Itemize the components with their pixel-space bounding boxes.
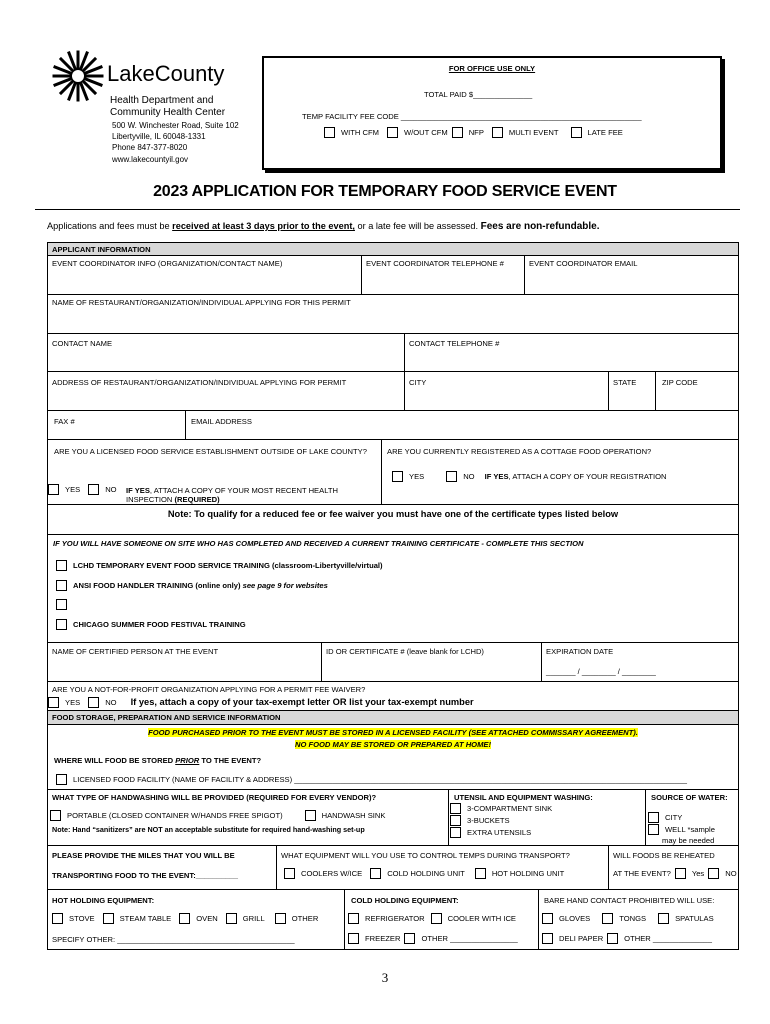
three-compartment-checkbox[interactable]	[450, 803, 461, 814]
refrigerator-label: REFRIGERATOR	[365, 914, 425, 923]
with-cfm-checkbox[interactable]	[324, 127, 335, 138]
bare-hand-question: BARE HAND CONTACT PROHIBITED WILL USE:	[544, 896, 715, 905]
spatulas-checkbox[interactable]	[658, 913, 669, 924]
cottage-if-b: , ATTACH A COPY OF YOUR REGISTRATION	[508, 472, 667, 481]
office-checks	[324, 127, 623, 138]
water-city-checkbox[interactable]	[648, 812, 659, 823]
licensed-facility-checkbox[interactable]	[56, 774, 67, 785]
utensil-opt3	[450, 827, 531, 838]
transport-row	[47, 845, 739, 890]
without-cfm-checkbox[interactable]	[387, 127, 398, 138]
contact-phone-label: CONTACT TELEPHONE #	[409, 339, 500, 348]
gloves-checkbox[interactable]	[542, 913, 553, 924]
cold-holding-checkbox[interactable]	[370, 868, 381, 879]
zip-label: ZIP CODE	[662, 378, 698, 387]
utensil-question: UTENSIL AND EQUIPMENT WASHING:	[454, 793, 593, 802]
chicago-training-checkbox[interactable]	[56, 619, 67, 630]
training-opt1	[56, 560, 383, 571]
page-number: 3	[381, 970, 389, 985]
licensed-yes-label: YES	[65, 485, 81, 494]
other-training-checkbox[interactable]	[56, 599, 67, 610]
nfp-no-label: NO	[105, 698, 117, 707]
fee-code: TEMP FACILITY FEE CODE _________________________________________________________	[302, 112, 642, 121]
other-hot-checkbox[interactable]	[275, 913, 286, 924]
lake-county-star-icon	[52, 50, 104, 102]
freezer-checkbox[interactable]	[348, 933, 359, 944]
reheat-yes-checkbox[interactable]	[675, 868, 686, 879]
expiration-date-line: _______ / ________ / ________	[546, 667, 656, 676]
specify-other: SPECIFY OTHER: __________________________________________	[52, 935, 295, 944]
applicant-section-title: APPLICANT INFORMATION	[52, 245, 151, 254]
page-title: 2023 APPLICATION FOR TEMPORARY FOOD SERVICE EVENT	[153, 183, 617, 200]
deli-paper-label: DELI PAPER	[559, 934, 604, 943]
coord-email-label: EVENT COORDINATOR EMAIL	[529, 259, 638, 268]
steam-table-checkbox[interactable]	[103, 913, 114, 924]
fax-label: FAX #	[54, 417, 75, 426]
nfp-instruction: If yes, attach a copy of your tax-exempt letter OR list your tax-exempt number	[130, 697, 474, 707]
nfp-question: ARE YOU A NOT-FOR-PROFIT ORGANIZATION APPLYING FOR A PERMIT FEE WAIVER?	[52, 685, 366, 694]
licensed-yes-checkbox[interactable]	[48, 484, 59, 495]
coolers-checkbox[interactable]	[284, 868, 295, 879]
note-row	[47, 504, 739, 535]
nfp-checkbox[interactable]	[452, 127, 463, 138]
water-city	[648, 812, 682, 823]
intro-b: received at least 3 days prior to the event,	[172, 221, 355, 231]
licensed-if-b: , ATTACH A COPY OF YOUR MOST RECENT HEALTH INSPECTION	[126, 486, 338, 504]
state-label: STATE	[613, 378, 637, 387]
reheat-options	[613, 868, 737, 879]
utensil-opt1	[450, 803, 552, 814]
oven-checkbox[interactable]	[179, 913, 190, 924]
multi-event-checkbox[interactable]	[492, 127, 503, 138]
website: www.lakecountyil.gov	[112, 155, 189, 164]
grill-checkbox[interactable]	[226, 913, 237, 924]
city-label: CITY	[409, 378, 427, 387]
portable-label: PORTABLE (CLOSED CONTAINER W/HANDS FREE SPIGOT)	[67, 811, 283, 820]
cottage-instruction	[485, 471, 667, 482]
training-opt3	[56, 599, 69, 610]
training-section	[47, 534, 739, 643]
cottage-if-a: IF YES	[484, 472, 509, 481]
sanitizer-note: Note: Hand “sanitizers” are NOT an acceptable substitute for required hand-washing set-up	[52, 825, 365, 834]
equipment-question: WHAT EQUIPMENT WILL YOU USE TO CONTROL TEMPS DURING TRANSPORT?	[281, 851, 570, 860]
intro-a: Applications and fees must be	[47, 221, 173, 231]
contact-name-label: CONTACT NAME	[52, 339, 113, 348]
licensed-question: ARE YOU A LICENSED FOOD SERVICE ESTABLISHMENT OUTSIDE OF LAKE COUNTY?	[54, 447, 367, 456]
water-well-label: WELL *sample	[665, 825, 715, 834]
hot-holding-question: HOT HOLDING EQUIPMENT:	[52, 896, 155, 905]
handwash-question: WHAT TYPE OF HANDWASHING WILL BE PROVIDED (REQUIRED FOR EVERY VENDOR)?	[52, 793, 377, 802]
multi-event-label: MULTI EVENT	[508, 128, 559, 137]
grill-label: GRILL	[242, 914, 265, 923]
cottage-yes-checkbox[interactable]	[392, 471, 403, 482]
holding-row	[47, 889, 739, 950]
water-city-label: CITY	[665, 813, 683, 822]
portable-checkbox[interactable]	[50, 810, 61, 821]
bare-hand-options2	[542, 933, 712, 944]
other-cold-checkbox[interactable]	[404, 933, 415, 944]
expiration-label: EXPIRATION DATE	[546, 647, 614, 656]
three-compartment-label: 3-COMPARTMENT SINK	[467, 804, 553, 813]
handwash-sink-label: HANDWASH SINK	[321, 811, 386, 820]
utensil-opt2	[450, 815, 510, 826]
three-buckets-label: 3-BUCKETS	[467, 816, 510, 825]
water-question: SOURCE OF WATER:	[651, 793, 728, 802]
other-cold-label: OTHER ________________	[421, 934, 518, 943]
miles-line1: PLEASE PROVIDE THE MILES THAT YOU WILL BE	[52, 851, 235, 860]
with-cfm-label: WITH CFM	[341, 128, 379, 137]
extra-utensils-checkbox[interactable]	[450, 827, 461, 838]
extra-utensils-label: EXTRA UTENSILS	[467, 828, 532, 837]
ansi-training-note: see page 9 for websites	[242, 581, 328, 590]
water-well-checkbox[interactable]	[648, 824, 659, 835]
three-buckets-checkbox[interactable]	[450, 815, 461, 826]
cold-holding-label: COLD HOLDING UNIT	[387, 869, 465, 878]
handwash-sink-checkbox[interactable]	[305, 810, 316, 821]
name-label: NAME OF RESTAURANT/ORGANIZATION/INDIVIDUAL APPLYING FOR THIS PERMIT	[52, 298, 351, 307]
cottage-no-checkbox[interactable]	[446, 471, 457, 482]
coord-phone-label: EVENT COORDINATOR TELEPHONE #	[366, 259, 504, 268]
licensed-answer	[48, 484, 117, 495]
dept-line1: Health Department and	[110, 95, 214, 106]
nfp-label: NFP	[468, 128, 484, 137]
fax-row	[47, 410, 739, 440]
total-paid: TOTAL PAID $______________	[424, 90, 533, 99]
late-fee-checkbox[interactable]	[571, 127, 582, 138]
office-use-box	[262, 56, 722, 170]
cooler-ice-label: COOLER WITH ICE	[447, 914, 516, 923]
storage-warning-line1: FOOD PURCHASED PRIOR TO THE EVENT MUST BE STORED IN A LICENSED FACILITY (SEE ATTACHED COMMISSARY AGREEMENT).	[148, 728, 638, 737]
nfp-no-checkbox[interactable]	[88, 697, 99, 708]
title-rule	[35, 209, 740, 210]
intro-c: or a late fee will be assessed.	[354, 221, 481, 231]
hot-holding-label: HOT HOLDING UNIT	[491, 869, 565, 878]
address-row	[47, 371, 739, 411]
where-stored-a: WHERE WILL FOOD BE STORED	[54, 756, 176, 765]
note-text: Note: To qualify for a reduced fee or fee waiver you must have one of the certificate types listed below	[167, 509, 619, 519]
phone: Phone 847-377-8020	[112, 143, 188, 152]
cold-holding-question: COLD HOLDING EQUIPMENT:	[351, 896, 459, 905]
cottage-question: ARE YOU CURRENTLY REGISTERED AS A COTTAGE FOOD OPERATION?	[387, 447, 652, 456]
handwash-options	[50, 810, 385, 821]
cold-holding-options	[348, 913, 516, 924]
where-stored-b: PRIOR	[175, 756, 200, 765]
licensed-row	[47, 439, 739, 505]
dept-line2: Community Health Center	[110, 107, 226, 118]
refrigerator-checkbox[interactable]	[348, 913, 359, 924]
reheat-no-checkbox[interactable]	[708, 868, 719, 879]
bare-hand-options	[542, 913, 714, 924]
tongs-label: TONGS	[619, 914, 647, 923]
address-line1: 500 W. Winchester Road, Suite 102	[112, 121, 239, 130]
miles-line2: TRANSPORTING FOOD TO THE EVENT:__________	[52, 871, 238, 880]
licensed-if-a: IF YES	[126, 486, 150, 495]
freezer-label: FREEZER	[365, 934, 401, 943]
storage-warning	[48, 727, 738, 751]
handwash-row	[47, 789, 739, 846]
deli-paper-checkbox[interactable]	[542, 933, 553, 944]
cottage-no-label: NO	[463, 472, 475, 481]
water-well-note: may be needed	[662, 836, 715, 845]
certified-person-label: NAME OF CERTIFIED PERSON AT THE EVENT	[52, 647, 219, 656]
equipment-options	[284, 868, 564, 879]
storage-warning-line2: NO FOOD MAY BE STORED OR PREPARED AT HOME!	[294, 740, 492, 749]
licensed-if-c: (REQUIRED)	[174, 495, 220, 504]
other-bare-label: OTHER ______________	[624, 934, 712, 943]
lchd-training-checkbox[interactable]	[56, 560, 67, 571]
nfp-answer	[48, 697, 474, 708]
office-title: FOR OFFICE USE ONLY	[448, 64, 536, 73]
licensed-no-label: NO	[105, 485, 117, 494]
coord-info-label: EVENT COORDINATOR INFO (ORGANIZATION/CONTACT NAME)	[52, 259, 283, 268]
cold-holding-options2	[348, 933, 518, 944]
licensed-facility-label: LICENSED FOOD FACILITY (NAME OF FACILITY & ADDRESS) _____________________________________________________________________________________________	[73, 775, 688, 784]
nfp-row	[47, 681, 739, 711]
without-cfm-label: W/OUT CFM	[403, 128, 448, 137]
address-label: ADDRESS OF RESTAURANT/ORGANIZATION/INDIVIDUAL APPLYING FOR PERMIT	[52, 378, 347, 387]
licensed-instruction	[126, 486, 366, 504]
certificate-id-label: ID OR CERTIFICATE # (leave blank for LCHD)	[326, 647, 484, 656]
address-line2: Libertyville, IL 60048-1331	[112, 132, 206, 141]
training-heading: IF YOU WILL HAVE SOMEONE ON SITE WHO HAS COMPLETED AND RECEIVED A CURRENT TRAINING CERTIFICATE - COMPLETE THIS SECTION	[53, 539, 584, 548]
cottage-answer	[392, 471, 666, 482]
training-opt2	[56, 580, 328, 591]
email-label: EMAIL ADDRESS	[191, 417, 252, 426]
chicago-training-label: CHICAGO SUMMER FOOD FESTIVAL TRAINING	[73, 620, 246, 629]
reheat-line1: WILL FOODS BE REHEATED	[613, 851, 715, 860]
name-row	[47, 294, 739, 334]
spatulas-label: SPATULAS	[675, 914, 714, 923]
logo-name: LakeCounty	[107, 61, 225, 86]
tongs-checkbox[interactable]	[602, 913, 613, 924]
hot-holding-checkbox[interactable]	[475, 868, 486, 879]
steam-table-label: STEAM TABLE	[119, 914, 172, 923]
intro-d: Fees are non-refundable.	[480, 221, 600, 232]
where-stored	[54, 756, 261, 765]
other-hot-label: OTHER	[291, 914, 319, 923]
intro-text	[47, 221, 600, 232]
reheat-no-label: NO	[725, 869, 737, 878]
where-stored-c: TO THE EVENT?	[199, 756, 262, 765]
late-fee-label: LATE FEE	[587, 128, 623, 137]
reheat-line2: AT THE EVENT?	[613, 869, 671, 878]
ansi-training-label: ANSI FOOD HANDLER TRAINING (online only)	[73, 581, 243, 590]
hot-holding-options	[52, 913, 318, 924]
coolers-label: COOLERS W/ICE	[301, 869, 363, 878]
water-well	[648, 824, 715, 835]
contact-row	[47, 333, 739, 372]
applicant-section	[47, 242, 739, 295]
gloves-label: GLOVES	[559, 914, 591, 923]
licensed-no-checkbox[interactable]	[88, 484, 99, 495]
storage-section-title: FOOD STORAGE, PREPARATION AND SERVICE INFORMATION	[52, 713, 281, 722]
nfp-yes-checkbox[interactable]	[48, 697, 59, 708]
ansi-training-checkbox[interactable]	[56, 580, 67, 591]
training-opt4	[56, 619, 246, 630]
cooler-ice-checkbox[interactable]	[431, 913, 442, 924]
oven-label: OVEN	[196, 914, 218, 923]
stove-label: STOVE	[69, 914, 95, 923]
storage-section	[47, 710, 739, 790]
other-bare-checkbox[interactable]	[607, 933, 618, 944]
reheat-yes-label: Yes	[691, 869, 705, 878]
licensed-facility	[56, 774, 687, 785]
lchd-training-label: LCHD TEMPORARY EVENT FOOD SERVICE TRAINING (classroom-Libertyville/virtual)	[73, 561, 383, 570]
stove-checkbox[interactable]	[52, 913, 63, 924]
nfp-yes-label: YES	[65, 698, 81, 707]
cottage-yes-label: YES	[409, 472, 425, 481]
certified-row	[47, 642, 739, 682]
